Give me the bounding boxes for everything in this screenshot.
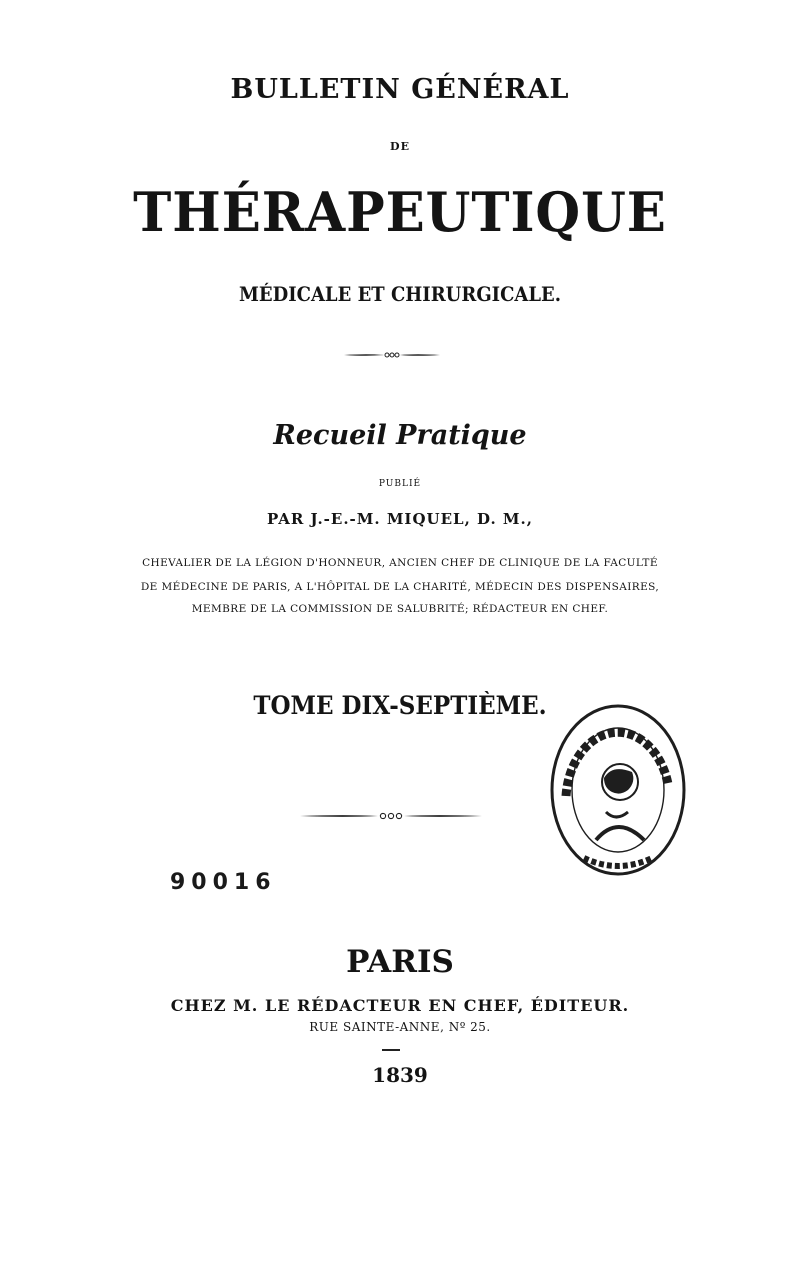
ornament-rule-middle — [300, 810, 482, 822]
credentials-line-2: DE MÉDECINE DE PARIS, A L'HÔPITAL DE LA CHARITÉ, MÉDECIN DES DISPENSAIRES, — [140, 581, 660, 593]
city-line: PARIS — [346, 944, 454, 980]
credentials-line-1: CHEVALIER DE LA LÉGION D'HONNEUR, ANCIEN CHEF DE CLINIQUE DE LA FACULTÉ — [142, 557, 658, 569]
shelf-number-text: 90016 — [170, 870, 277, 895]
library-stamp-icon — [548, 700, 688, 886]
author-line: PAR J.-E.-M. MIQUEL, D. M., — [267, 510, 533, 528]
title-line-therapeutique: THÉRAPEUTIQUE — [133, 180, 667, 244]
year-line: 1839 — [372, 1063, 428, 1087]
shelf-number-mark — [168, 866, 278, 896]
volume-line: TOME DIX-SEPTIÈME. — [253, 691, 547, 720]
publisher-line: CHEZ M. LE RÉDACTEUR EN CHEF, ÉDITEUR. — [170, 996, 630, 1015]
address-line: RUE SAINTE-ANNE, Nº 25. — [309, 1020, 491, 1034]
title-line-medicale: MÉDICALE ET CHIRURGICALE. — [238, 282, 562, 306]
title-line-bulletin: BULLETIN GÉNÉRAL — [230, 74, 570, 105]
ornament-rule-top — [344, 350, 440, 360]
credentials-line-3: MEMBRE DE LA COMMISSION DE SALUBRITÉ; RÉDACTEUR EN CHEF. — [191, 603, 609, 615]
subtitle-recueil: Recueil Pratique — [273, 420, 527, 451]
published-label: PUBLIÉ — [378, 479, 422, 489]
title-line-de: DE — [390, 140, 410, 153]
divider-short — [382, 1049, 400, 1051]
